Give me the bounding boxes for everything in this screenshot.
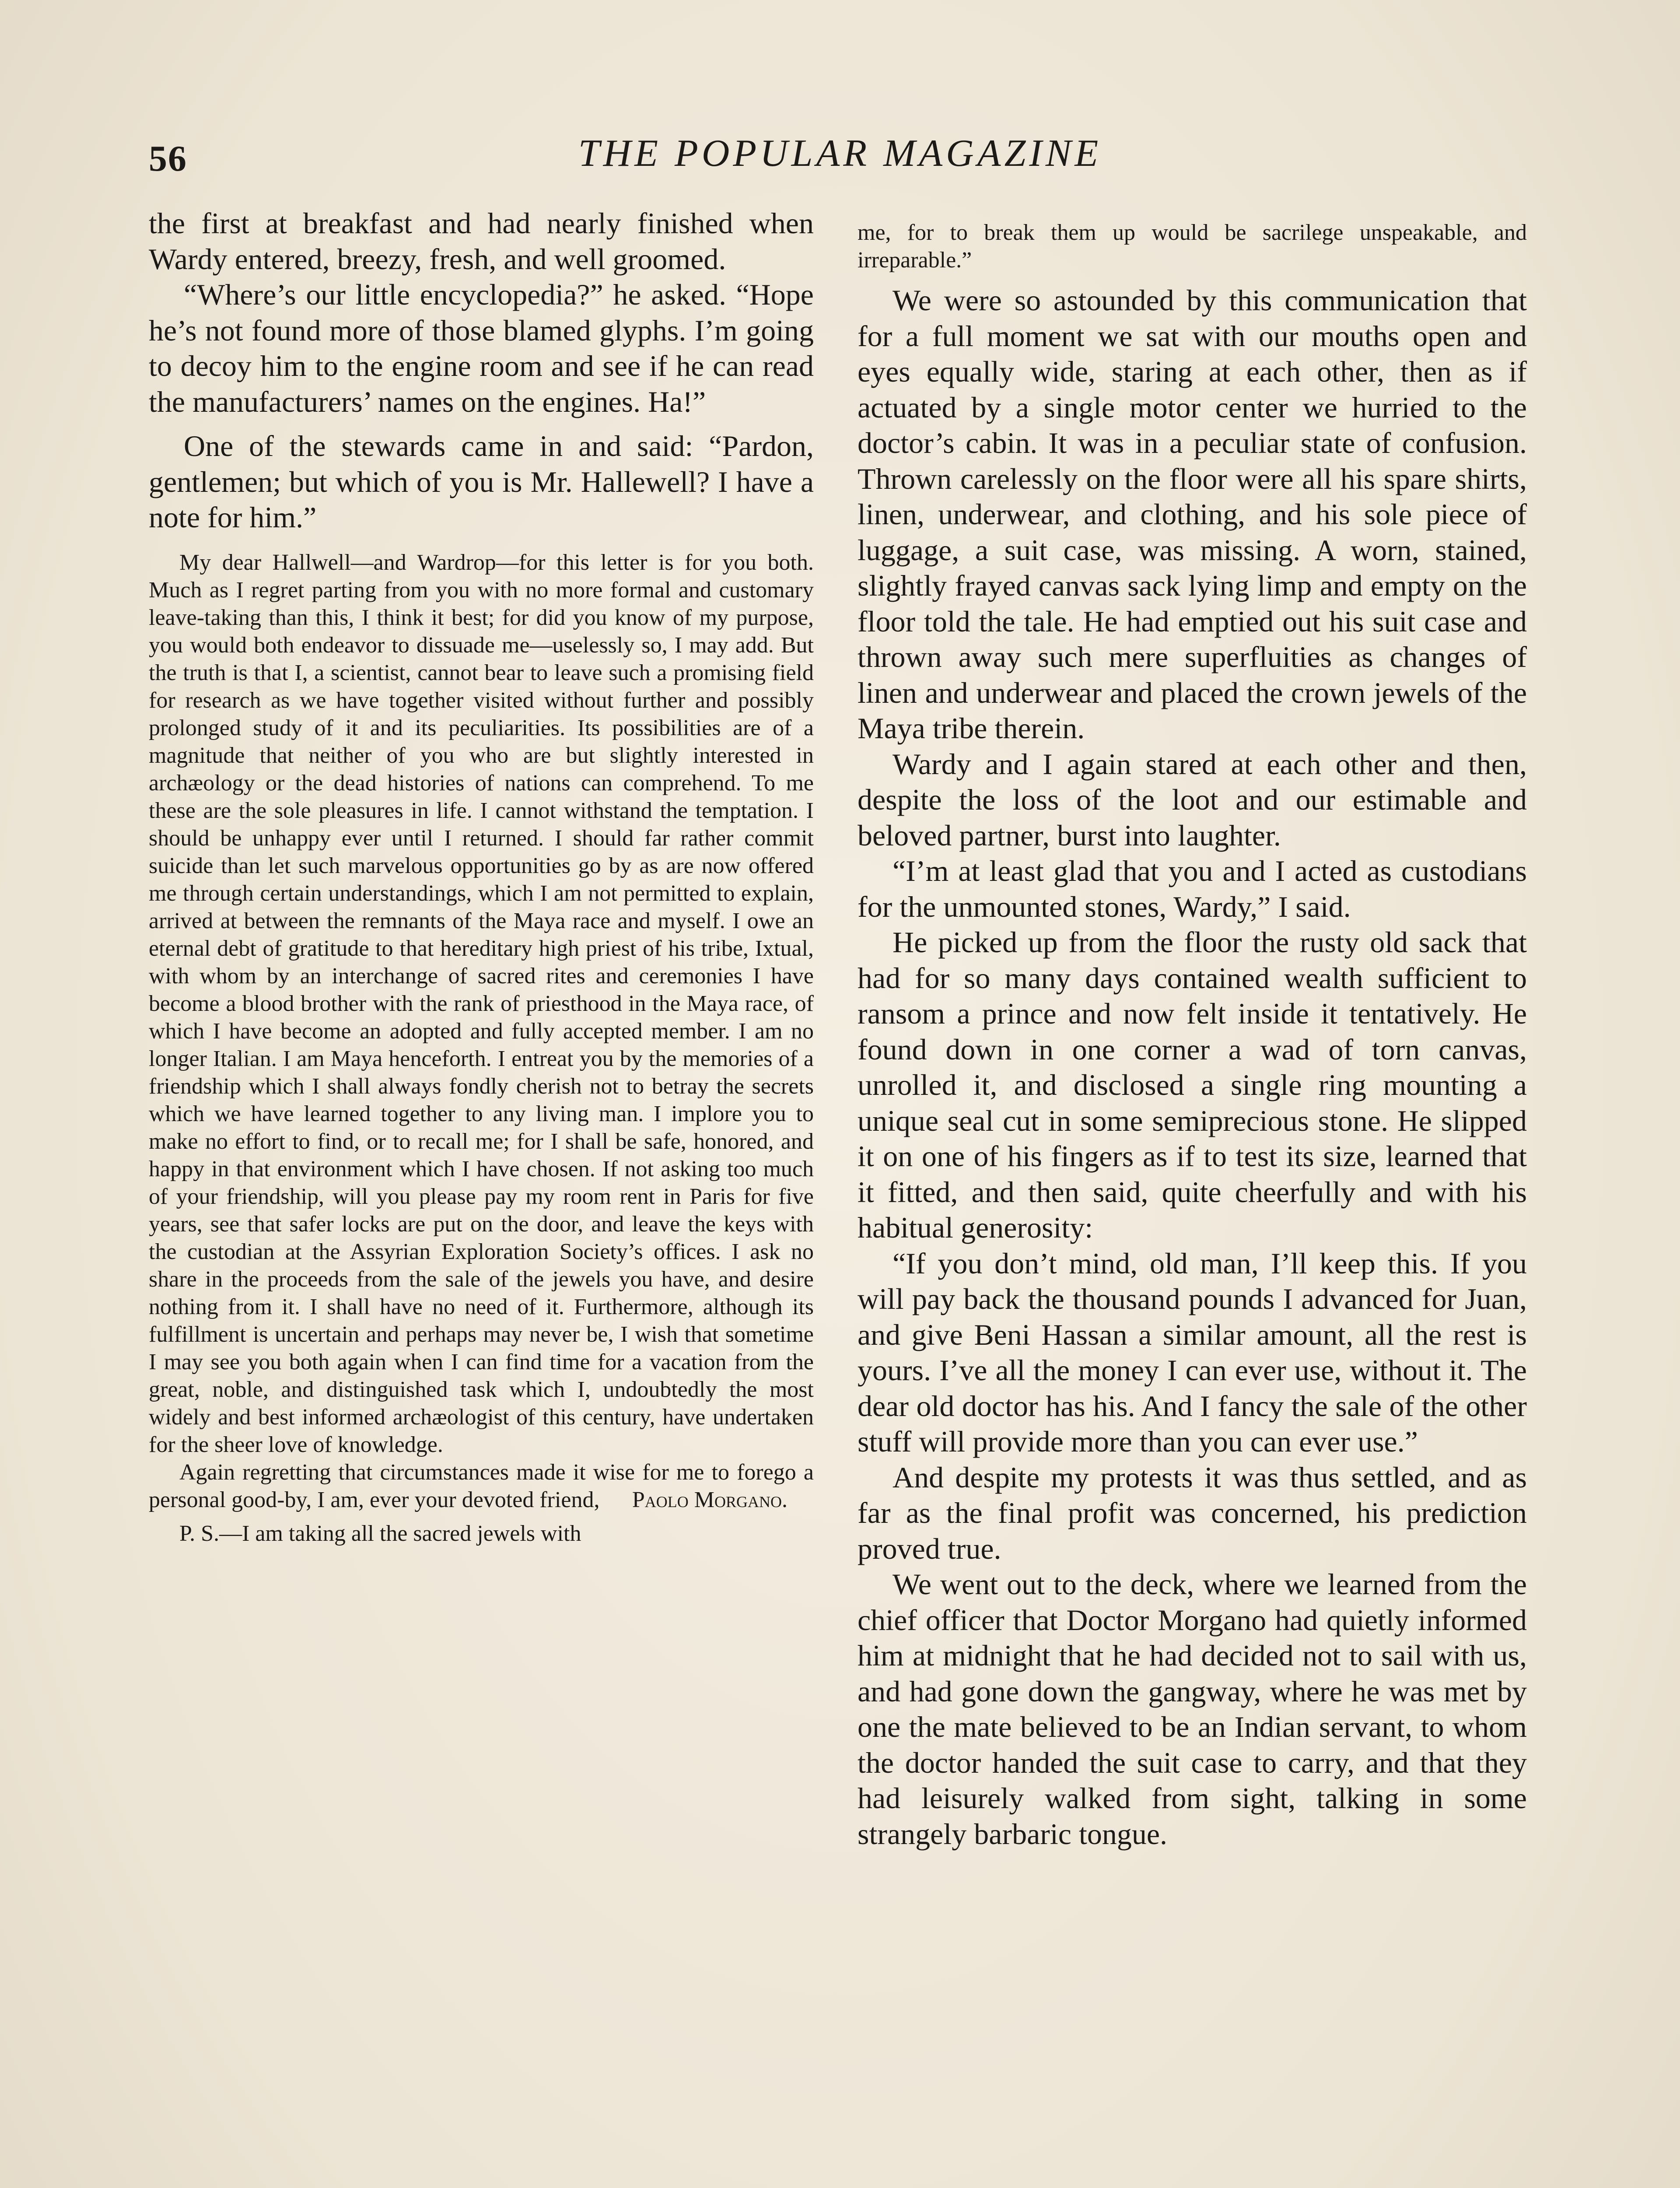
letter-close-text: Again regretting that circumstances made it wise for me to forego a personal good-by, I am, ever your devoted friend, [149, 1459, 814, 1512]
paragraph: We went out to the deck, where we learned from the chief officer that Doctor Morgano had quietly informed him at midnight that he had decided not to sail with us, and had gone down the gangway, where he was met by one the mate believed to be an Indian servant, to whom the doctor handed the suit case to carry, and that they had leisurely walked from sight, talking in some strangely barbaric tongue. [858, 1567, 1527, 1851]
postscript-continued: me, for to break them up would be sacrilege unspeakable, and irreparable.” [858, 220, 1527, 273]
right-column [858, 219, 1527, 1852]
postscript: P. S.—I am taking all the sacred jewels with [179, 1521, 581, 1546]
paragraph: Wardy and I again stared at each other and then, despite the loss of the loot and our estimable and beloved partner, burst into laughter. [858, 747, 1527, 852]
signature: Paolo Morgano. [632, 1487, 788, 1512]
paragraph: We were so astounded by this communication that for a full moment we sat with our mouths open and eyes equally wide, staring at each other, then as if actuated by a single motor center we hurried to the doctor’s cabin. It was in a peculiar state of confusion. Thrown carelessly on the floor were all his spare shirts, linen, underwear, and clothing, and his sole piece of luggage, a suit case, was missing. A worn, stained, slightly frayed canvas sack lying limp and empty on the floor told the tale. He had emptied out his suit case and thrown away such mere superfluities as changes of linen and underwear and placed the crown jewels of the Maya tribe therein. [858, 284, 1527, 745]
letter [149, 549, 814, 1547]
running-head: THE POPULAR MAGAZINE [578, 132, 1102, 175]
letter-close [149, 1459, 814, 1514]
letter-body: My dear Hallwell—and Wardrop—for this letter is for you both. Much as I regret parting from you with no more formal and customary leave-taking than this, I think it best; for did you know of my purpose, you would both endeavor to dissuade me—uselessly so, I may add. But the truth is that I, a scientist, cannot bear to leave such a promising field for research as we have together visited without further and possibly prolonged study of it and its peculiarities. Its possibilities are of a magnitude that neither of you who are but slightly interested in archæology or the dead histories of nations can comprehend. To me these are the sole pleasures in life. I cannot withstand the temptation. I should be unhappy ever until I returned. I should far rather commit suicide than let such marvelous opportunities go by as are now offered me through certain understandings, which I am not permitted to explain, arrived at between the remnants of the Maya race and myself. I owe an eternal debt of gratitude to that hereditary high priest of his tribe, Ixtual, with whom by an interchange of sacred rites and ceremonies I have become a blood brother with the rank of priesthood in the Maya race, of which I have become an adopted and fully accepted member. I am no longer Italian. I am Maya henceforth. I entreat you by the memories of a friendship which I shall always fondly cherish not to betray the secrets which we have learned together to any living man. I implore you to make no effort to find, or to recall me; for I shall be safe, honored, and happy in that environment which I have chosen. If not asking too much of your friendship, will you please pay my room rent in Paris for five years, see that safer locks are put on the door, and leave the keys with the custodian at the Assyrian Exploration Society’s offices. I ask no share in the proceeds from the sale of the jewels you have, and desire nothing from it. I shall have no need of it. Furthermore, although its fulfillment is uncertain and perhaps may never be, I wish that sometime I may see you both again when I can find time for a vacation from the great, noble, and distinguished task which I, undoubtedly the most widely and best informed archæologist of this century, have undertaken for the sheer love of knowledge. [149, 550, 814, 1457]
paragraph: And despite my protests it was thus settled, and as far as the final profit was concerned, his prediction proved true. [858, 1460, 1527, 1565]
paragraph: “Where’s our little encyclopedia?” he asked. “Hope he’s not found more of those blamed glyphs. I’m going to decoy him to the engine room and see if he can read the manufacturers’ names on the engines. Ha!” [149, 278, 814, 418]
left-column [149, 206, 814, 1547]
page-header [149, 131, 1531, 193]
page-number: 56 [149, 138, 187, 179]
paragraph: the first at breakfast and had nearly finished when Wardy entered, breezy, fresh, and well groomed. [149, 207, 814, 276]
paragraph: One of the stewards came in and said: “Pardon, gentlemen; but which of you is Mr. Hallewell? I have a note for him.” [149, 429, 814, 534]
paragraph: “I’m at least glad that you and I acted as custodians for the unmounted stones, Wardy,” I said. [858, 854, 1527, 923]
paragraph: “If you don’t mind, old man, I’ll keep this. If you will pay back the thousand pounds I advanced for Juan, and give Beni Hassan a similar amount, all the rest is yours. I’ve all the money I can ever use, without it. The dear old doctor has his. And I fancy the sale of the other stuff will provide more than you can ever use.” [858, 1246, 1527, 1458]
paragraph: He picked up from the floor the rusty old sack that had for so many days contained wealth sufficient to ransom a prince and now felt inside it tentatively. He found down in one corner a wad of torn canvas, unrolled it, and disclosed a single ring mounting a unique seal cut in some semiprecious stone. He slipped it on one of his fingers as if to test its size, learned that it fitted, and then said, quite cheerfully and with his habitual generosity: [858, 926, 1527, 1244]
